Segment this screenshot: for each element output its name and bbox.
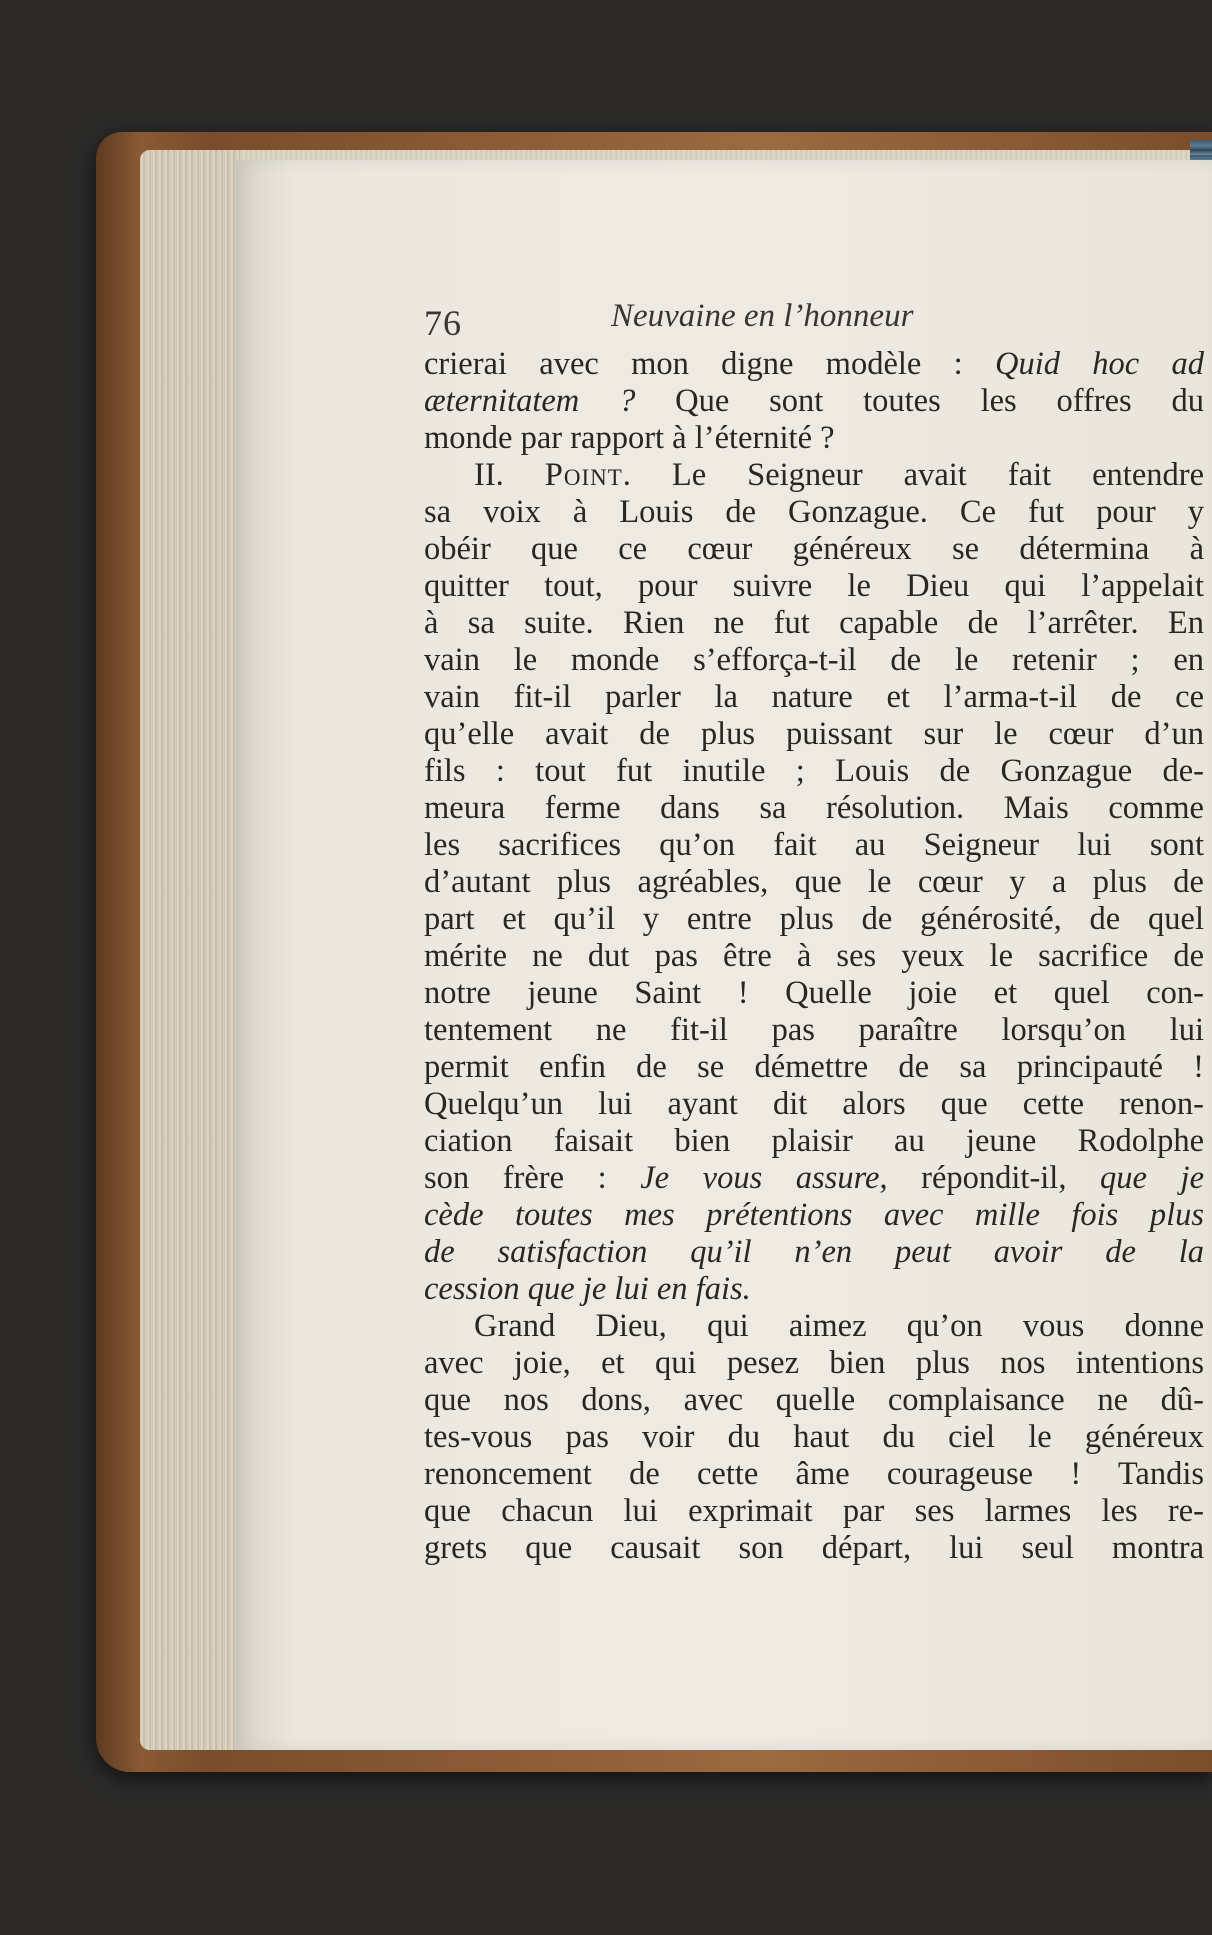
text-line bbox=[424, 1010, 1204, 1050]
text-segment: tes-vous pas voir du haut du ciel le généreux bbox=[424, 1419, 1204, 1455]
text-line bbox=[424, 529, 1204, 569]
text-line bbox=[424, 1084, 1204, 1124]
text-line bbox=[424, 1343, 1204, 1383]
text-line bbox=[424, 640, 1204, 680]
text-segment: de satisfaction qu’il n’en peut avoir de la bbox=[424, 1234, 1204, 1270]
text-segment: . Le Seigneur avait fait entendre bbox=[622, 457, 1204, 493]
text-segment: crierai avec mon digne modèle : bbox=[424, 346, 995, 382]
text-line bbox=[424, 1454, 1204, 1494]
text-line bbox=[424, 936, 1204, 976]
text-line bbox=[424, 455, 1204, 495]
text-segment: renoncement de cette âme courageuse ! Tandis bbox=[424, 1456, 1204, 1492]
text-line bbox=[424, 1528, 1204, 1568]
text-line bbox=[424, 344, 1204, 384]
text-line bbox=[424, 1121, 1204, 1161]
text-segment: cède toutes mes prétentions avec mille fois plus bbox=[424, 1197, 1204, 1233]
text-segment: monde par rapport à l’éternité ? bbox=[424, 420, 835, 456]
page-header bbox=[424, 298, 1184, 348]
text-segment: grets que causait son départ, lui seul montra bbox=[424, 1530, 1204, 1566]
text-segment: permit enfin de se démettre de sa principauté ! bbox=[424, 1049, 1204, 1085]
text-line bbox=[424, 973, 1204, 1013]
text-segment: son frère : bbox=[424, 1160, 641, 1196]
text-line bbox=[424, 1047, 1204, 1087]
text-line bbox=[424, 1269, 1204, 1309]
text-segment: æternitatem ? bbox=[424, 383, 636, 419]
text-line bbox=[424, 714, 1204, 754]
text-segment: mérite ne dut pas être à ses yeux le sacrifice de bbox=[424, 938, 1204, 974]
text-segment: avec joie, et qui pesez bien plus nos intentions bbox=[424, 1345, 1204, 1381]
text-line bbox=[424, 492, 1204, 532]
text-segment: Grand Dieu, qui aimez qu’on vous donne bbox=[474, 1308, 1204, 1344]
text-segment: ciation faisait bien plaisir au jeune Rodolphe bbox=[424, 1123, 1204, 1159]
text-line bbox=[424, 788, 1204, 828]
text-line bbox=[424, 1232, 1204, 1272]
text-segment: qu’elle avait de plus puissant sur le cœur d’un bbox=[424, 716, 1204, 752]
text-segment: vain le monde s’efforça-t-il de le retenir ; en bbox=[424, 642, 1204, 678]
text-line bbox=[424, 418, 1204, 458]
text-segment: sa voix à Louis de Gonzague. Ce fut pour y bbox=[424, 494, 1204, 530]
text-segment: notre jeune Saint ! Quelle joie et quel con- bbox=[424, 975, 1204, 1011]
text-segment: , répondit-il, bbox=[879, 1160, 1101, 1196]
text-segment: Je vous assure bbox=[640, 1160, 880, 1196]
text-line bbox=[424, 1417, 1204, 1457]
text-segment: les sacrifices qu’on fait au Seigneur lui sont bbox=[424, 827, 1204, 863]
text-segment: cession que je lui en fais. bbox=[424, 1271, 751, 1307]
text-line bbox=[424, 751, 1204, 791]
text-segment: meura ferme dans sa résolution. Mais comme bbox=[424, 790, 1204, 826]
text-line bbox=[424, 566, 1204, 606]
text-line bbox=[424, 825, 1204, 865]
text-line bbox=[424, 1195, 1204, 1235]
running-head: Neuvaine en l’honneur bbox=[611, 298, 914, 334]
text-segment: que chacun lui exprimait par ses larmes les re- bbox=[424, 1493, 1204, 1529]
text-segment: d’autant plus agréables, que le cœur y a plus de bbox=[424, 864, 1204, 900]
text-segment: quitter tout, pour suivre le Dieu qui l’appelait bbox=[424, 568, 1204, 604]
text-segment: à sa suite. Rien ne fut capable de l’arrêter. En bbox=[424, 605, 1204, 641]
text-line bbox=[424, 1158, 1204, 1198]
text-segment: vain fit-il parler la nature et l’arma-t-il de ce bbox=[424, 679, 1204, 715]
page-edges bbox=[140, 150, 240, 1750]
page-number: 76 bbox=[424, 303, 462, 343]
text-segment: obéir que ce cœur généreux se détermina à bbox=[424, 531, 1204, 567]
text-segment: tentement ne fit-il pas paraître lorsqu’on lui bbox=[424, 1012, 1204, 1048]
text-line bbox=[424, 862, 1204, 902]
text-segment: Quelqu’un lui ayant dit alors que cette renon- bbox=[424, 1086, 1204, 1122]
text-line bbox=[424, 1380, 1204, 1420]
text-line bbox=[424, 603, 1204, 643]
text-segment: fils : tout fut inutile ; Louis de Gonzague de- bbox=[424, 753, 1204, 789]
text-line bbox=[424, 381, 1204, 421]
text-segment: que je bbox=[1100, 1160, 1204, 1196]
text-segment: Point bbox=[544, 457, 623, 493]
text-line bbox=[424, 1306, 1204, 1346]
text-segment: II. bbox=[474, 457, 545, 493]
text-line bbox=[424, 899, 1204, 939]
text-segment: que nos dons, avec quelle complaisance ne dû- bbox=[424, 1382, 1204, 1418]
text-line bbox=[424, 1491, 1204, 1531]
text-segment: Que sont toutes les offres du bbox=[635, 383, 1205, 419]
text-segment: part et qu’il y entre plus de générosité, de quel bbox=[424, 901, 1204, 937]
text-segment: Quid hoc ad bbox=[994, 346, 1204, 382]
text-line bbox=[424, 677, 1204, 717]
